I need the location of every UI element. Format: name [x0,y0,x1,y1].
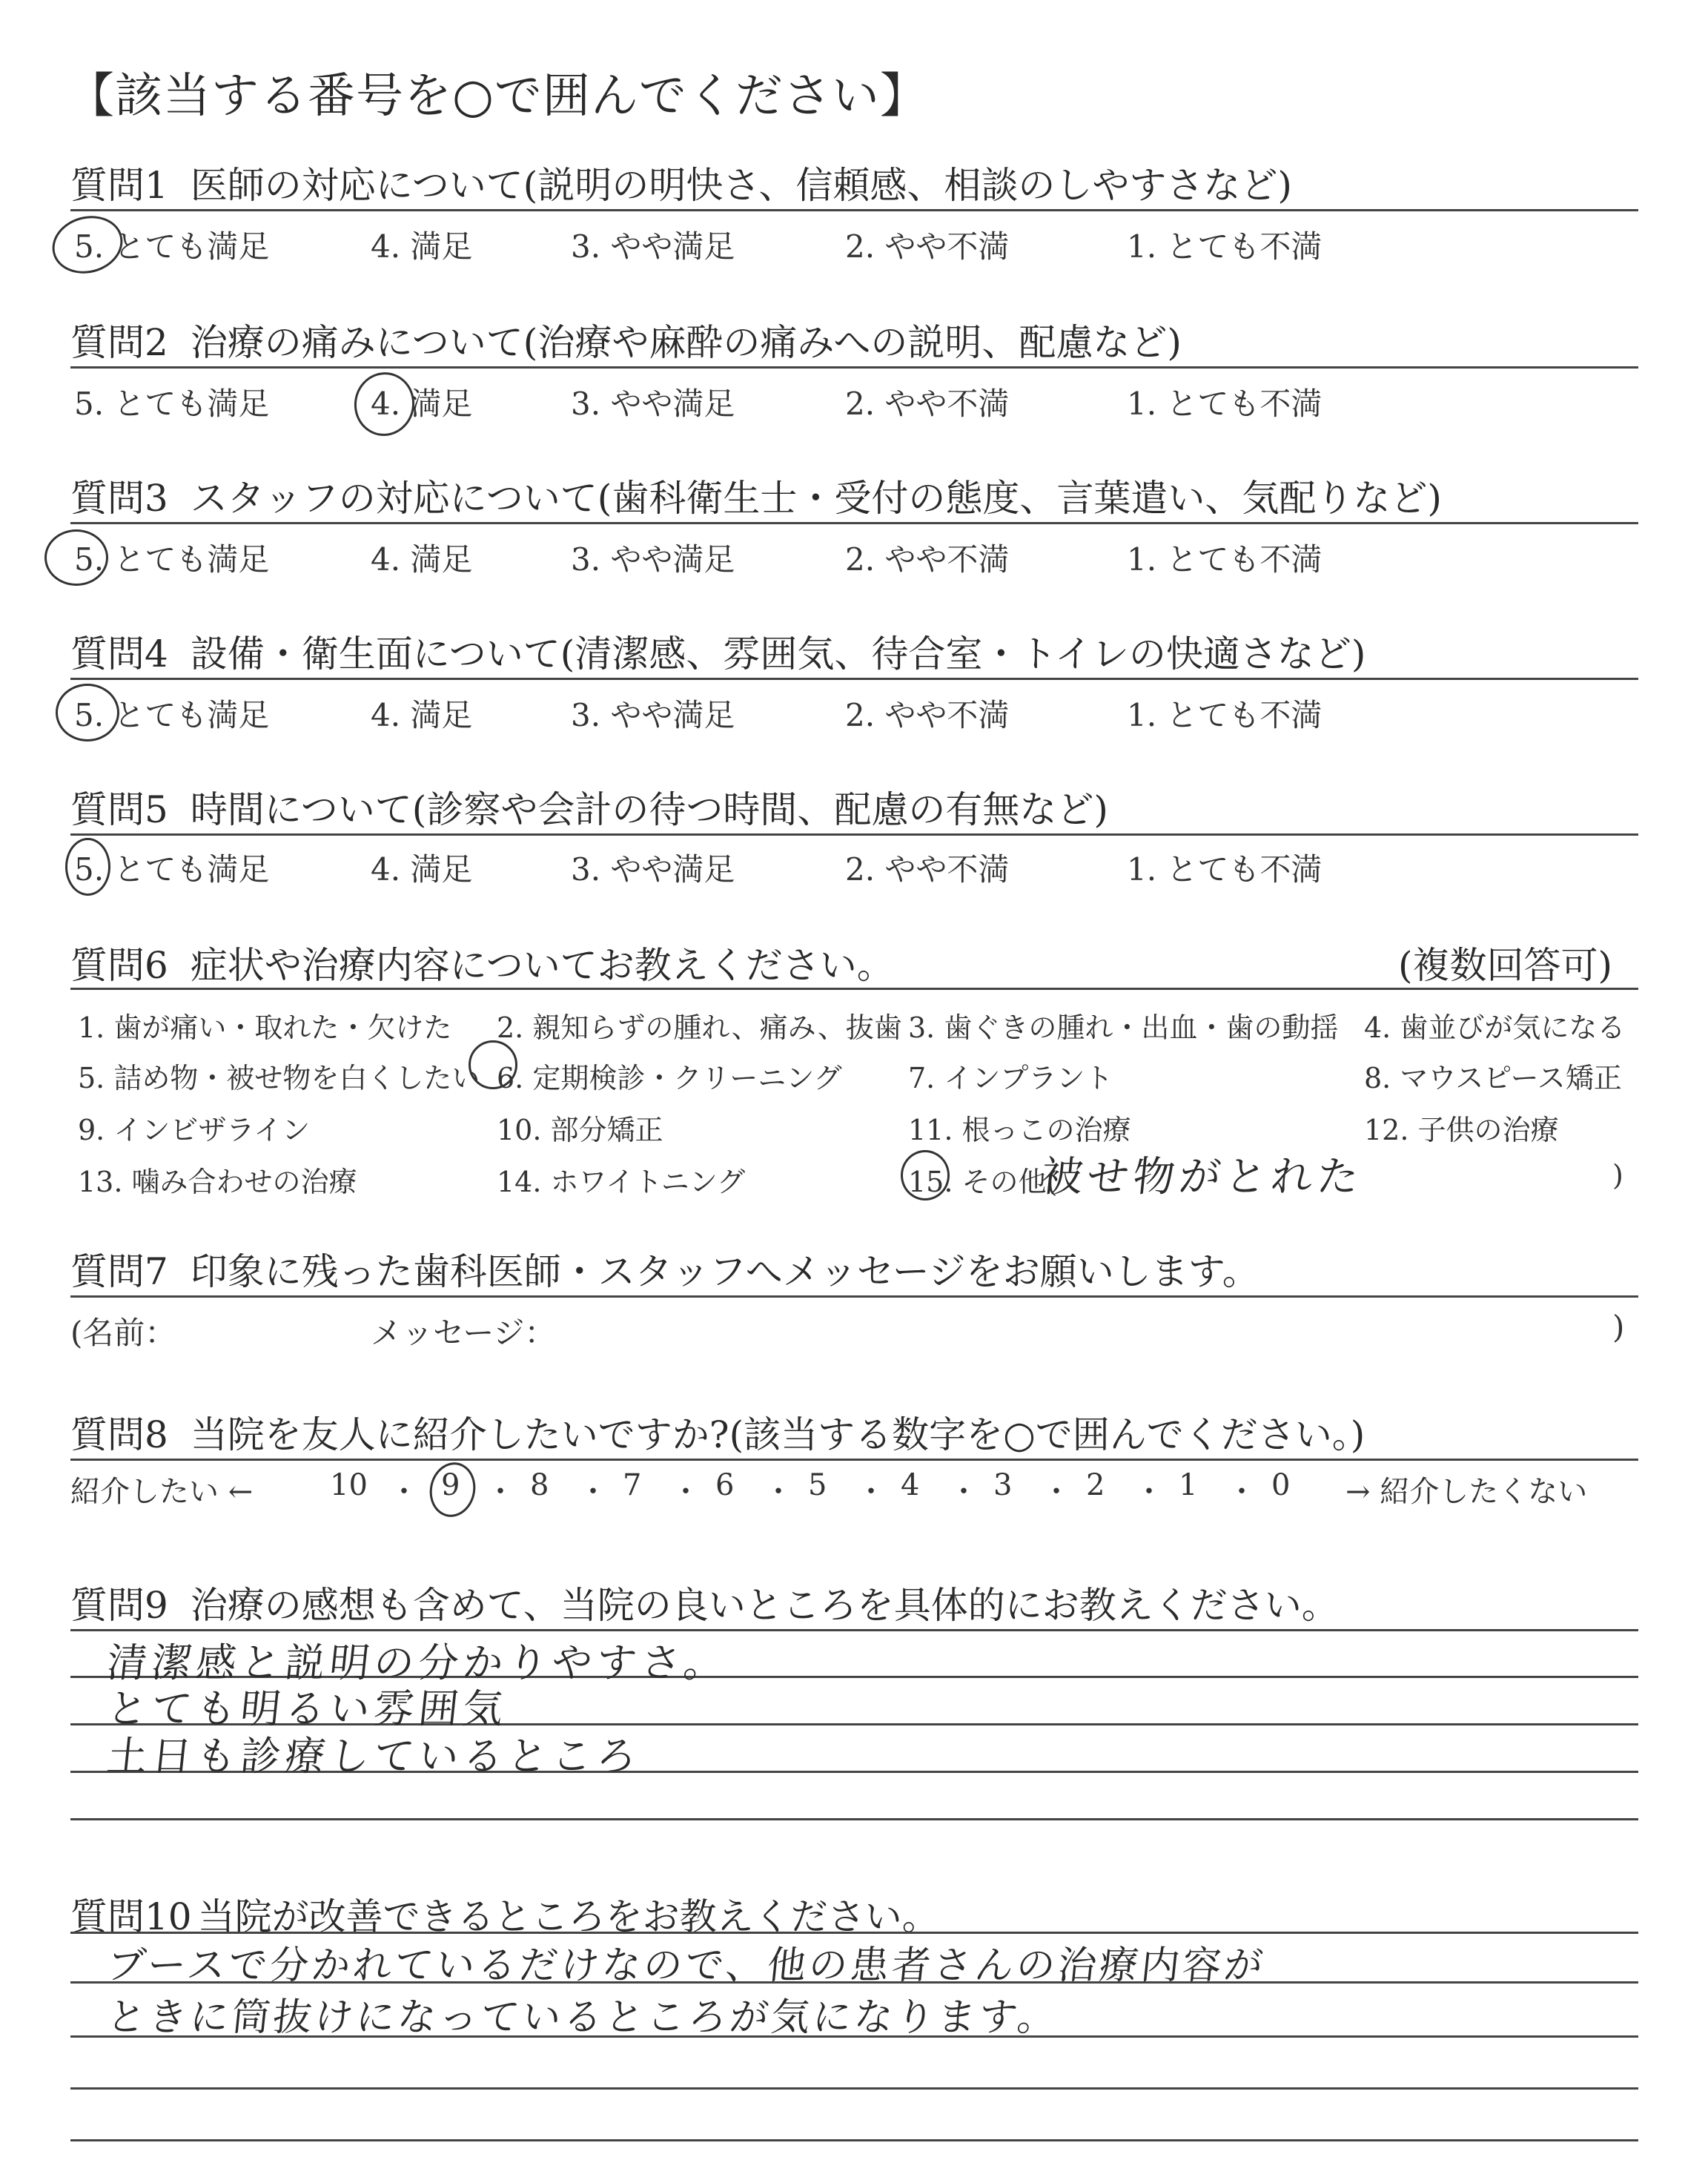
q10-answer-line-4 [70,2087,1638,2090]
question-9-title: 質問9 治療の感想も含めて、当院の良いところを具体的にお教えください。 [70,1584,1339,1627]
q4-option-3[interactable]: 3. やや満足 [571,697,735,733]
q1-option-1[interactable]: 1. とても不満 [1127,228,1323,265]
q2-option-2[interactable]: 2. やや不満 [845,386,1010,422]
q8-scale-1[interactable]: 1 [1179,1468,1198,1502]
q1-option-3[interactable]: 3. やや満足 [571,228,735,265]
q8-scale-2[interactable]: 2 [1086,1468,1105,1502]
question-9 [70,1576,1642,1629]
q8-dot: ・ [389,1475,419,1509]
question-10-title: 質問10 当院が改善できるところをお教えください。 [70,1895,939,1938]
question-6-title: 質問6 症状や治療内容についてお教えください。 (複数回答可) [70,936,1642,989]
question-6-rule [70,988,1638,990]
q9-answer-line-5 [70,1818,1638,1820]
question-4 [70,624,1642,678]
q8-scale-8[interactable]: 8 [530,1468,549,1502]
q4-selection-circle [56,684,119,742]
q9-handwritten-answer-3: 土日も診療しているところ [105,1733,643,1780]
q6-other-handwritten-answer: 被せ物がとれた [1039,1153,1366,1201]
q5-selection-circle [65,838,110,896]
question-7 [70,1242,1642,1295]
q3-option-5[interactable]: 5. とても満足 [74,541,270,578]
q6-option-3[interactable]: 3. 歯ぐきの腫れ・出血・歯の動揺 [908,1011,1339,1044]
q8-right-label: → 紹介したくない [1345,1475,1588,1509]
question-5 [70,780,1642,833]
q6-option-4[interactable]: 4. 歯並びが気になる [1364,1011,1626,1044]
q4-option-5[interactable]: 5. とても満足 [74,697,270,733]
q8-scale-6[interactable]: 6 [715,1468,735,1502]
question-8-rule [70,1459,1638,1461]
q4-option-1[interactable]: 1. とても不満 [1127,697,1323,733]
q4-option-2[interactable]: 2. やや不満 [845,697,1010,733]
question-5-rule [70,833,1638,836]
question-7-fields [70,1309,1627,1353]
q8-scale-5[interactable]: 5 [808,1468,827,1502]
q10-handwritten-answer-1: ブースで分かれているだけなので、他の患者さんの治療内容が [105,1943,1268,1988]
q6-option-1[interactable]: 1. 歯が痛い・取れた・欠けた [78,1011,452,1044]
q6-option-8[interactable]: 8. マウスピース矯正 [1364,1062,1622,1094]
q6-option-9[interactable]: 9. インビザライン [78,1114,311,1146]
q3-selection-circle [44,529,108,586]
q1-option-5[interactable]: 5. とても満足 [74,228,270,265]
q3-option-2[interactable]: 2. やや不満 [845,541,1010,578]
q4-option-4[interactable]: 4. 満足 [371,697,473,733]
q8-dot: ・ [1134,1475,1164,1509]
q8-dot: ・ [486,1475,515,1509]
question-4-title: 質問4 設備・衛生面について(清潔感、雰囲気、待合室・トイレの快適さなど) [70,633,1366,676]
q6-option-12[interactable]: 12. 子供の治療 [1364,1114,1559,1146]
question-2-title: 質問2 治療の痛みについて(治療や麻酔の痛みへの説明、配慮など) [70,321,1182,364]
q1-option-4[interactable]: 4. 満足 [371,228,473,265]
q6-option-14[interactable]: 14. ホワイトニング [497,1166,746,1198]
q6-option-7[interactable]: 7. インプラント [908,1062,1113,1094]
question-8 [70,1405,1642,1459]
q10-handwritten-answer-2: ときに筒抜けになっているところが気になります。 [105,1995,1062,2040]
q6-option-2[interactable]: 2. 親知らずの腫れ、痛み、抜歯 [497,1011,902,1044]
q6-selection-circle-6 [469,1040,517,1089]
q5-option-5[interactable]: 5. とても満足 [74,851,270,888]
q6-selection-circle-15 [901,1150,950,1200]
q8-scale-9[interactable]: 9 [441,1468,460,1502]
q8-dot: ・ [1227,1475,1257,1509]
q6-option-5[interactable]: 5. 詰め物・被せ物を白くしたい [78,1062,480,1094]
question-6 [70,936,1642,989]
question-3 [70,469,1642,522]
question-1-title: 質問1 医師の対応について(説明の明快さ、信頼感、相談のしやすさなど) [70,164,1292,207]
q8-scale-0[interactable]: 0 [1271,1468,1291,1502]
q3-option-1[interactable]: 1. とても不満 [1127,541,1323,578]
question-1 [70,156,1642,209]
q6-option-11[interactable]: 11. 根っこの治療 [908,1114,1131,1146]
q8-recommend-scale [70,1468,1642,1510]
question-7-rule [70,1295,1638,1298]
question-5-title: 質問5 時間について(診察や会計の待つ時間、配慮の有無など) [70,788,1108,831]
q7-close-paren: ) [1612,1309,1625,1345]
q8-dot: ・ [856,1475,886,1509]
q3-option-4[interactable]: 4. 満足 [371,541,473,578]
q8-dot: ・ [1042,1475,1071,1509]
q8-scale-4[interactable]: 4 [901,1468,920,1502]
question-4-rule [70,678,1638,680]
q8-scale-3[interactable]: 3 [993,1468,1013,1502]
question-8-title: 質問8 当院を友人に紹介したいですか?(該当する数字を○で囲んでください。) [70,1413,1366,1456]
q6-option-6[interactable]: 6. 定期検診・クリーニング [497,1062,842,1094]
q8-dot: ・ [578,1475,608,1509]
q8-selection-circle [425,1458,480,1521]
q9-handwritten-answer-1: 清潔感と説明の分かりやすさ。 [105,1639,731,1686]
form-header: 【該当する番号を○で囲んでください】 [67,69,928,124]
q8-left-label: 紹介したい ← [70,1475,254,1509]
q6-option-10[interactable]: 10. 部分矯正 [497,1114,663,1146]
multiple-answers-note: (複数回答可) [1397,944,1612,987]
q2-option-4[interactable]: 4. 満足 [371,386,473,422]
q6-option-13[interactable]: 13. 噛み合わせの治療 [78,1166,357,1198]
q3-option-3[interactable]: 3. やや満足 [571,541,735,578]
q5-option-2[interactable]: 2. やや不満 [845,851,1010,888]
q1-selection-circle [46,208,129,281]
q2-option-3[interactable]: 3. やや満足 [571,386,735,422]
q9-handwritten-answer-2: とても明るい雰囲気 [105,1685,510,1732]
q8-dot: ・ [671,1475,701,1509]
q10-answer-line-5 [70,2139,1638,2141]
q2-option-1[interactable]: 1. とても不満 [1127,386,1323,422]
question-2 [70,313,1642,366]
q7-name-label: (名前： [70,1315,176,1351]
q5-option-3[interactable]: 3. やや満足 [571,851,735,888]
q5-option-4[interactable]: 4. 満足 [371,851,473,888]
q2-selection-circle [349,368,420,441]
q8-scale-10[interactable]: 10 [330,1468,368,1502]
q8-scale-7[interactable]: 7 [623,1468,642,1502]
q2-option-5[interactable]: 5. とても満足 [74,386,270,422]
question-2-rule [70,366,1638,369]
question-3-rule [70,522,1638,524]
q8-dot: ・ [949,1475,979,1509]
q5-option-1[interactable]: 1. とても不満 [1127,851,1323,888]
question-7-title: 質問7 印象に残った歯科医師・スタッフへメッセージをお願いします。 [70,1250,1260,1293]
question-1-rule [70,209,1638,211]
q8-dot: ・ [764,1475,793,1509]
q7-message-label: メッセージ： [371,1315,556,1351]
q6-option-15[interactable]: 15. その他( [908,1166,1058,1198]
q1-option-2[interactable]: 2. やや不満 [845,228,1010,265]
q6-other-close-paren: ) [1612,1159,1623,1192]
question-3-title: 質問3 スタッフの対応について(歯科衛生士・受付の態度、言葉遣い、気配りなど) [70,477,1442,520]
